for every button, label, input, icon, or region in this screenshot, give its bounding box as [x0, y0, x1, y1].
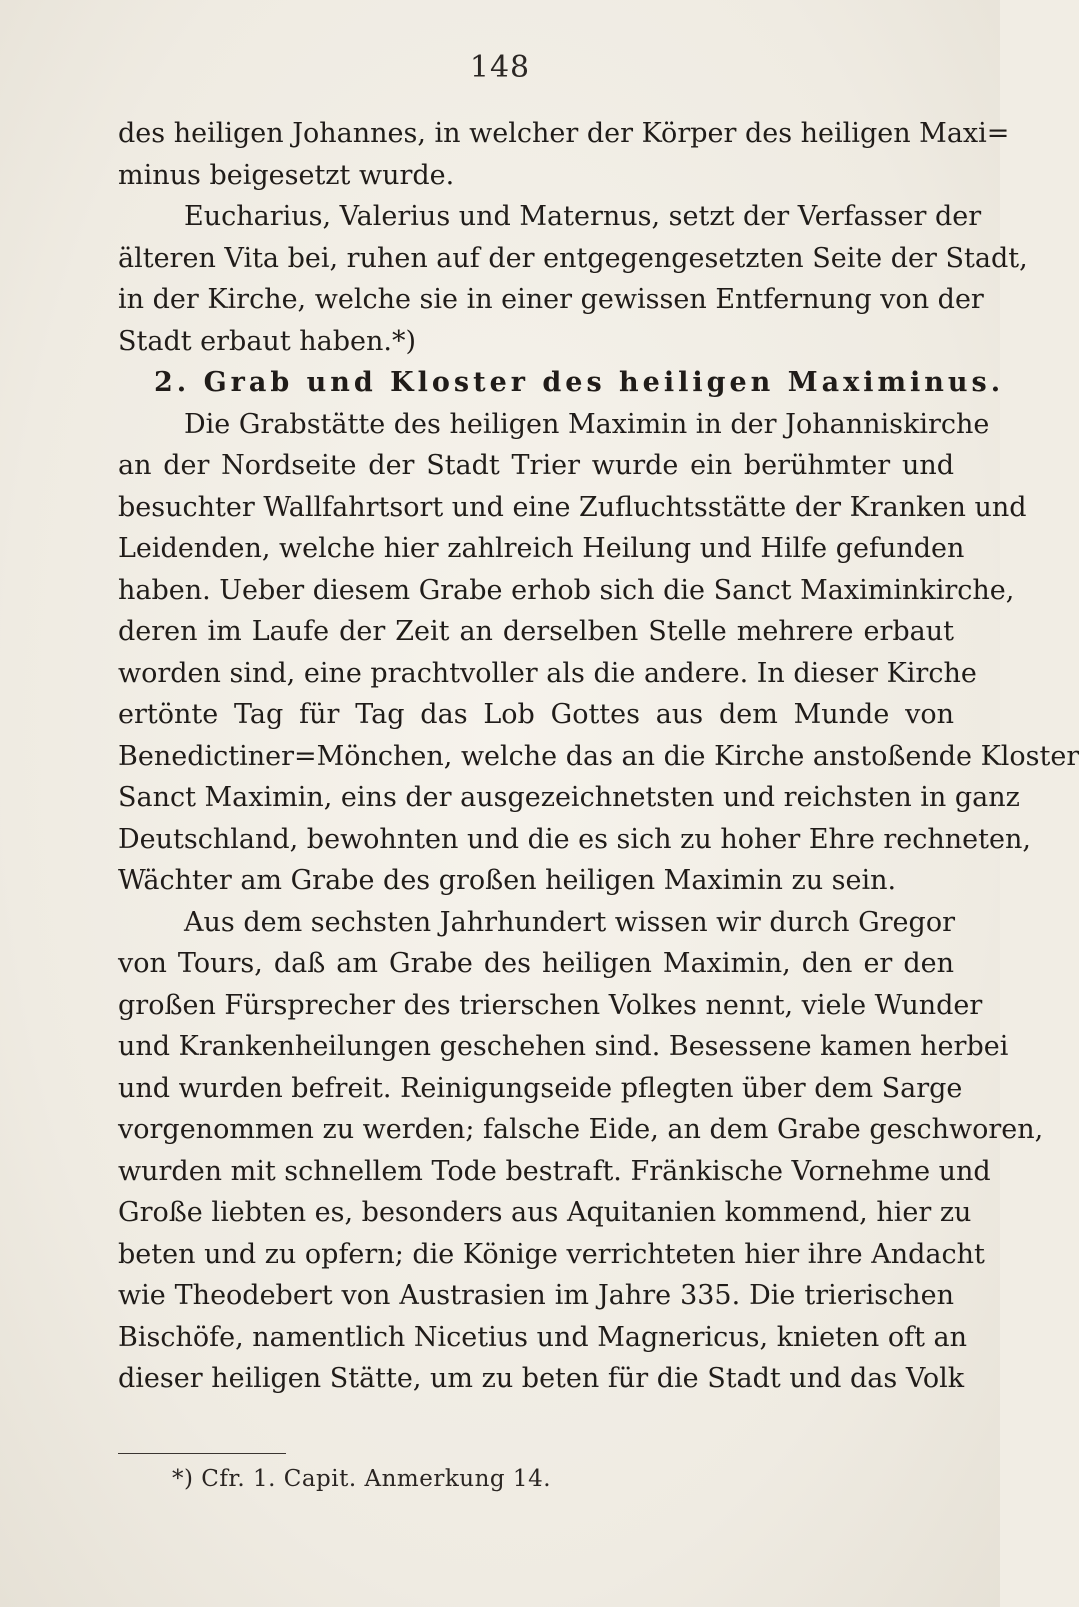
- text-line: besuchter Wallfahrtsort und eine Zufluchtsstätte der Kranken und: [118, 491, 1027, 523]
- text-line: wie Theodebert von Austrasien im Jahre 335. Die trierischen: [118, 1280, 954, 1311]
- text-line: vorgenommen zu werden; falsche Eide, an dem Grabe geschworen,: [118, 1114, 1044, 1145]
- text-line: Sanct Maximin, eins der ausgezeichnetsten und reichsten in ganz: [118, 782, 1020, 813]
- text-line: wurden mit schnellem Tode bestraft. Fränkische Vornehme und: [118, 1155, 991, 1187]
- text-line: ertönte Tag für Tag das Lob Gottes aus dem Munde von: [118, 699, 954, 730]
- text-line: an der Nordseite der Stadt Trier wurde ein berühmter und: [118, 450, 954, 481]
- text-line: und wurden befreit. Reinigungseide pflegten über dem Sarge: [118, 1072, 963, 1104]
- section-heading: 2. Grab und Kloster des heiligen Maximinus.: [154, 367, 1005, 398]
- text-line: Leidenden, welche hier zahlreich Heilung und Hilfe gefunden: [118, 533, 965, 564]
- body-text: [118, 113, 1079, 1400]
- page-number: 148: [469, 50, 531, 85]
- text-line: älteren Vita bei, ruhen auf der entgegengesetzten Seite der Stadt,: [118, 242, 1028, 274]
- text-line: des heiligen Johannes, in welcher der Körper des heiligen Maxi=: [118, 118, 1010, 149]
- text-line: Aus dem sechsten Jahrhundert wissen wir durch Gregor: [184, 906, 955, 938]
- text-line: dieser heiligen Stätte, um zu beten für die Stadt und das Volk: [118, 1363, 965, 1394]
- text-line: Stadt erbaut haben.*): [118, 325, 417, 357]
- text-line: und Krankenheilungen geschehen sind. Besessene kamen herbei: [118, 1031, 1009, 1062]
- text-line: Deutschland, bewohnten und die es sich zu hoher Ehre rechneten,: [118, 823, 1031, 855]
- text-line: in der Kirche, welche sie in einer gewissen Entfernung von der: [118, 284, 984, 315]
- text-line: Benedictiner=Mönchen, welche das an die Kirche anstoßende Kloster: [118, 740, 1079, 772]
- text-line: Bischöfe, namentlich Nicetius und Magnericus, knieten oft an: [118, 1321, 968, 1353]
- text-line: großen Fürsprecher des trierschen Volkes nennt, viele Wunder: [118, 989, 983, 1021]
- text-line: Wächter am Grabe des großen heiligen Maximin zu sein.: [118, 865, 897, 896]
- text-line: Die Grabstätte des heiligen Maximin in der Johanniskirche: [184, 408, 990, 440]
- footnote: *) Cfr. 1. Capit. Anmerkung 14.: [172, 1466, 552, 1492]
- text-line: minus beigesetzt wurde.: [118, 159, 455, 191]
- text-line: beten und zu opfern; die Könige verrichteten hier ihre Andacht: [118, 1238, 985, 1270]
- text-line: von Tours, daß am Grabe des heiligen Maximin, den er den: [118, 948, 954, 979]
- footnote-divider: [118, 1453, 286, 1454]
- text-line: haben. Ueber diesem Grabe erhob sich die Sanct Maximinkirche,: [118, 574, 1015, 606]
- text-line: Große liebten es, besonders aus Aquitanien kommend, hier zu: [118, 1197, 972, 1228]
- text-line: worden sind, eine prachtvoller als die andere. In dieser Kirche: [118, 657, 977, 689]
- text-line: Eucharius, Valerius und Maternus, setzt der Verfasser der: [184, 201, 982, 232]
- text-line: deren im Laufe der Zeit an derselben Stelle mehrere erbaut: [118, 616, 954, 647]
